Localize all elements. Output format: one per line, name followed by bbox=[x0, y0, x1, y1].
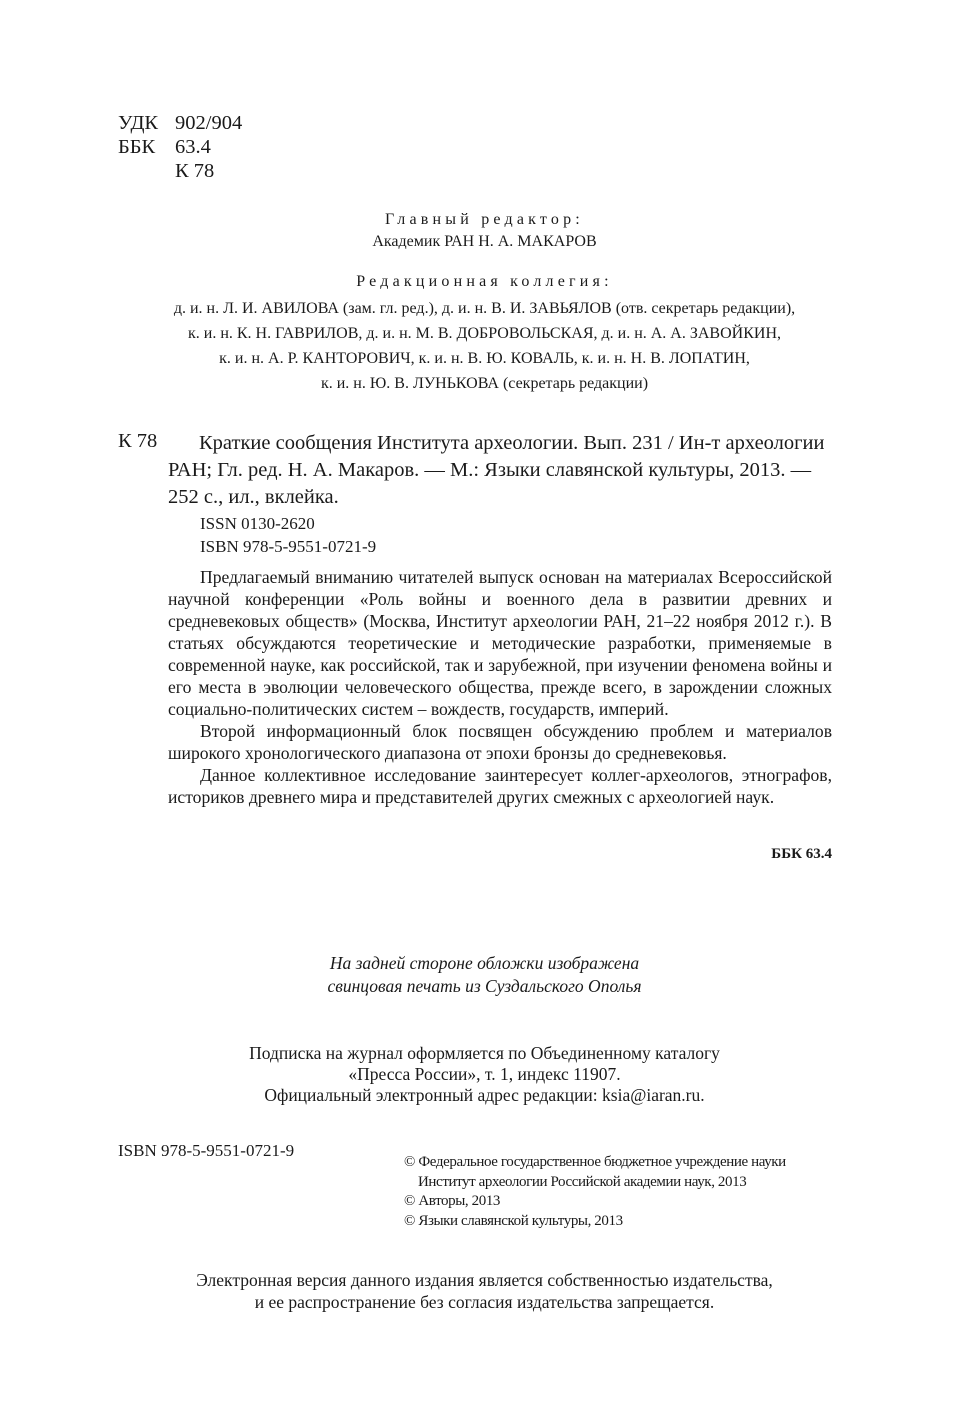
copyright-block bbox=[404, 1153, 786, 1231]
subscription-info bbox=[0, 1043, 969, 1106]
bib-line bbox=[168, 430, 832, 457]
bbk-value: 63.4 bbox=[175, 136, 211, 158]
chief-editor-name: Академик РАН Н. А. МАКАРОВ bbox=[372, 233, 597, 250]
cover-note-line: свинцовая печать из Суздальского Ополья bbox=[327, 976, 642, 996]
board-line: к. и. н. А. Р. КАНТОРОВИЧ, к. и. н. В. Ю. КОВАЛЬ, к. и. н. Н. В. ЛОПАТИН, bbox=[219, 350, 750, 367]
isbn: ISBN 978-5-9551-0721-9 bbox=[200, 536, 377, 556]
abstract-paragraph: Данное коллективное исследование заинтересует коллег-археологов, этнографов, историков древнего мира и представителей других смежных с археологией наук. bbox=[168, 765, 832, 807]
udk-value: 902/904 bbox=[175, 112, 243, 134]
chief-editor-label: Главный редактор: bbox=[385, 211, 584, 228]
bib-line: РАН; Гл. ред. Н. А. Макаров. — М.: Языки славянской культуры, 2013. — bbox=[168, 459, 812, 481]
board-line: д. и. н. Л. И. АВИЛОВА (зам. гл. ред.), д. и. н. В. И. ЗАВЬЯЛОВ (отв. секретарь редакции), bbox=[173, 300, 796, 317]
board-line: к. и. н. Ю. В. ЛУНЬКОВА (секретарь редакции) bbox=[320, 375, 649, 392]
abstract-paragraph: Второй информационный блок посвящен обсуждению проблем и материалов широкого хронологического диапазона от эпохи бронзы до средневековья. bbox=[168, 721, 832, 763]
author-mark-row bbox=[118, 159, 242, 183]
footer-isbn: ISBN 978-5-9551-0721-9 bbox=[118, 1141, 295, 1160]
copyright-line: © Федеральное государственное бюджетное учреждение науки bbox=[404, 1154, 786, 1170]
catalog-code: К 78 bbox=[118, 430, 158, 452]
legal-notice bbox=[0, 1269, 969, 1313]
copyright-line: © Языки славянской культуры, 2013 bbox=[404, 1212, 623, 1229]
copyright-line: Институт археологии Российской академии наук, 2013 bbox=[418, 1173, 747, 1190]
legal-notice-line: и ее распространение без согласия издательства запрещается. bbox=[254, 1292, 715, 1312]
issn: ISSN 0130-2620 bbox=[200, 514, 315, 533]
udk-key: УДК bbox=[118, 112, 159, 134]
board-line: к. и. н. К. Н. ГАВРИЛОВ, д. и. н. М. В. ДОБРОВОЛЬСКАЯ, д. и. н. А. А. ЗАВОЙКИН, bbox=[187, 325, 781, 342]
abstract-bbk-index: ББК 63.4 bbox=[771, 846, 832, 862]
subscription-line: Официальный электронный адрес редакции: ksia@iaran.ru. bbox=[264, 1085, 705, 1105]
bib-line: 252 с., ил., вклейка. bbox=[168, 486, 339, 508]
udk-row bbox=[118, 111, 242, 135]
cover-note-line: На задней стороне обложки изображена bbox=[329, 953, 640, 973]
abstract-paragraph: Предлагаемый вниманию читателей выпуск основан на материалах Всероссийской научной конференции «Роль войны и военного дела в развитии древних и средневековых обществ» (Москва, Институт археологии РАН, 21–22 ноября 2012 г.). В статьях обсуждаются теоретические и методические разработки, применяемые в современной науке, как российской, так и зарубежной, при изучении феномена войны и его места в эволюции человеческого общества, прежде всего, в зарождении сложных социально-политических систем – вождеств, государств, империй. bbox=[168, 567, 832, 719]
bbk-row bbox=[118, 135, 242, 159]
classification-block bbox=[118, 111, 242, 183]
subscription-line: «Пресса России», т. 1, индекс 11907. bbox=[348, 1064, 621, 1084]
abstract bbox=[168, 566, 832, 808]
subscription-line: Подписка на журнал оформляется по Объединенному каталогу bbox=[249, 1043, 720, 1063]
bbk-key: ББК bbox=[118, 136, 156, 158]
copyright-line: © Авторы, 2013 bbox=[404, 1193, 501, 1209]
cover-note bbox=[0, 952, 969, 998]
identifiers bbox=[200, 513, 376, 558]
editorial-board-label: Редакционная коллегия: bbox=[356, 273, 613, 290]
bibliographic-description bbox=[168, 430, 832, 511]
legal-notice-line: Электронная версия данного издания является собственностью издательства, bbox=[196, 1270, 773, 1290]
bib-line-text: Краткие сообщения Института археологии. Вып. 231 / Ин-т археологии bbox=[199, 432, 825, 454]
editorial-board-list bbox=[0, 296, 969, 396]
author-mark-value: К 78 bbox=[175, 160, 215, 182]
